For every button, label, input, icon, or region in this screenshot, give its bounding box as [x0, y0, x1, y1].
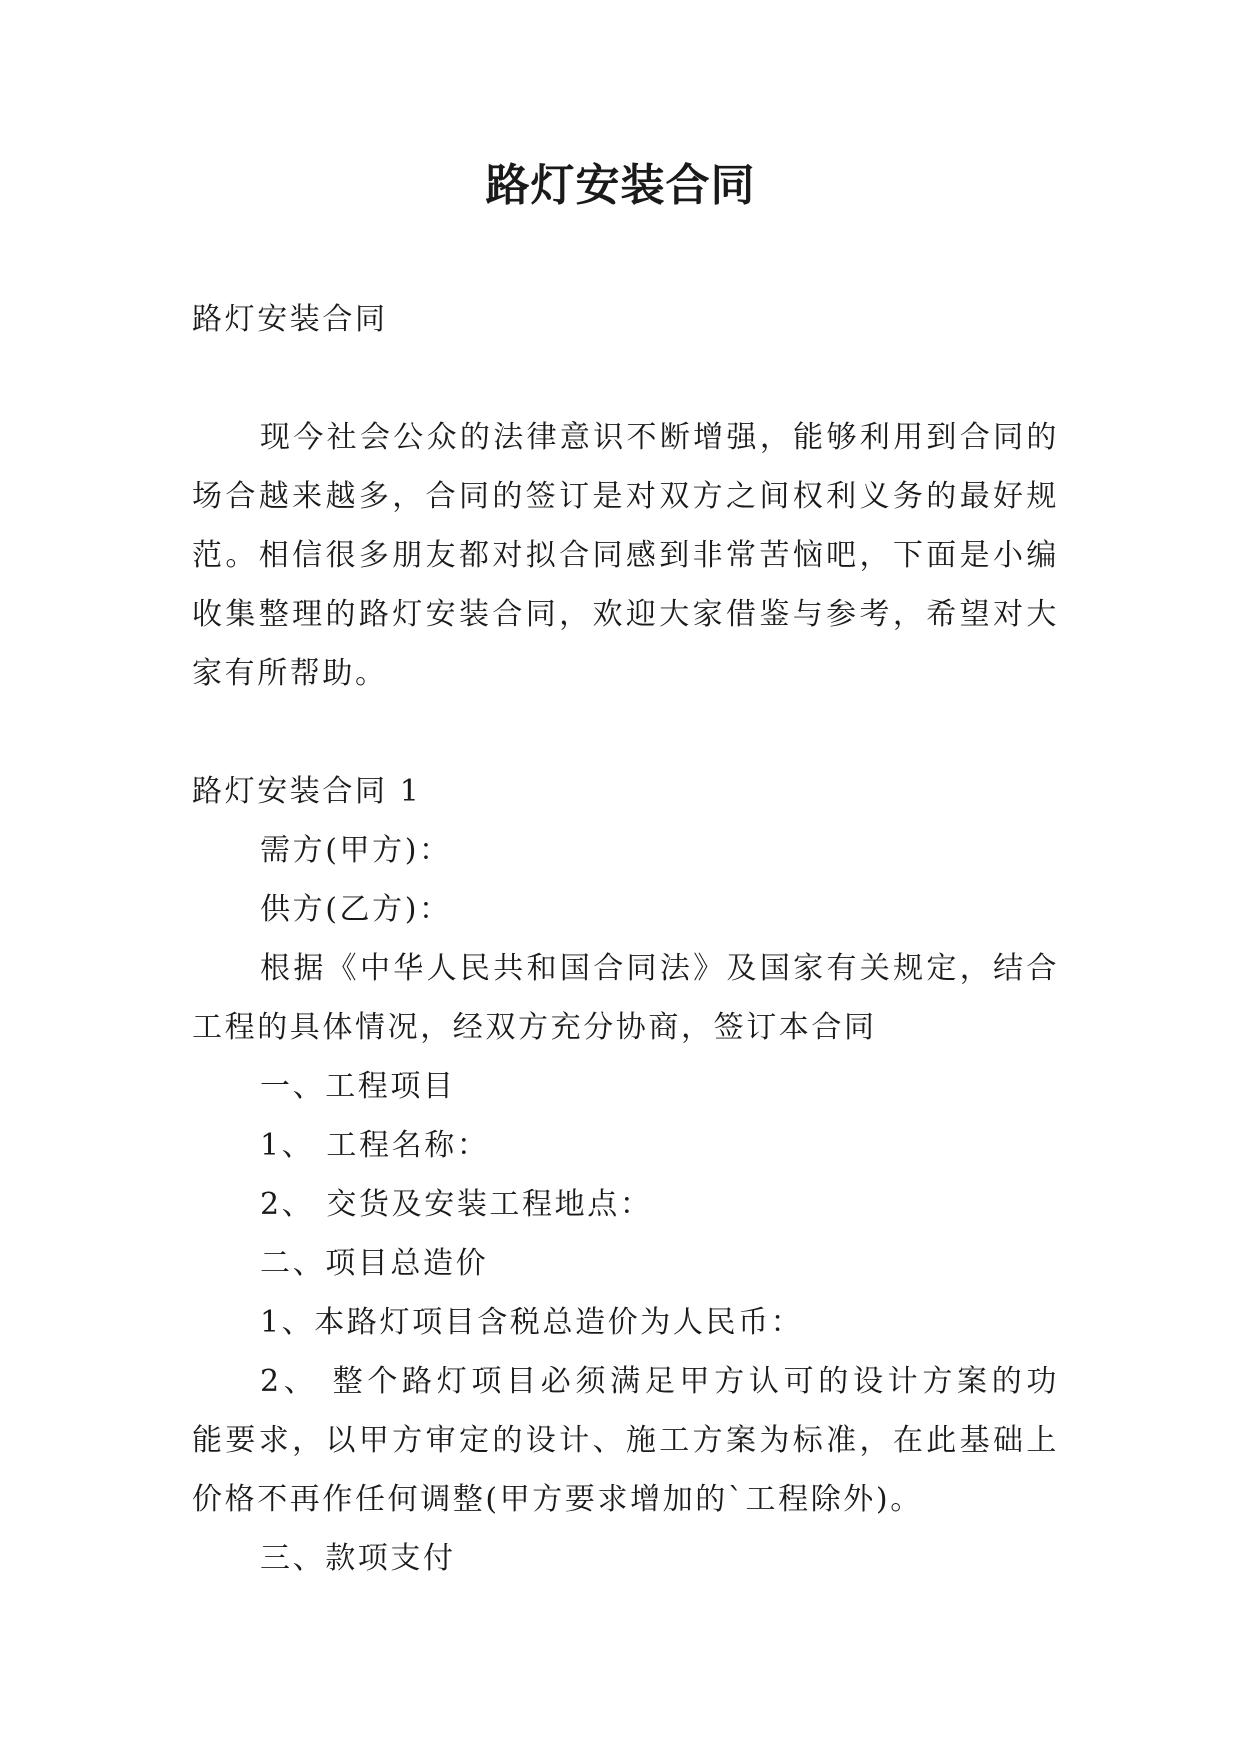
clause-item-line: 价格不再作任何调整(甲方要求增加的`工程除外)。	[192, 1482, 923, 1517]
document-subtitle: 路灯安装合同	[192, 302, 388, 337]
party-a-label: 需方(甲方)：	[260, 833, 452, 868]
intro-line: 现今社会公众的法律意识不断增强，能够利用到合同的	[260, 420, 1059, 455]
blank-line	[192, 349, 1059, 408]
clause-item: 2、 交货及安装工程地点：	[260, 1187, 653, 1222]
party-b-label: 供方(乙方)：	[260, 892, 452, 927]
intro-line: 收集整理的路灯安装合同，欢迎大家借鉴与参考，希望对大	[192, 597, 1059, 632]
contract-heading: 路灯安装合同 1	[192, 774, 422, 809]
clause-item-line: 2、 整个路灯项目必须满足甲方认可的设计方案的功	[260, 1364, 1059, 1399]
section-heading-payment: 三、款项支付	[260, 1541, 456, 1576]
section-heading-price: 二、项目总造价	[260, 1246, 489, 1281]
intro-line: 场合越来越多，合同的签订是对双方之间权利义务的最好规	[192, 479, 1059, 514]
intro-line: 家有所帮助。	[192, 656, 388, 691]
clause-item-line: 能要求，以甲方审定的设计、施工方案为标准，在此基础上	[192, 1423, 1059, 1458]
document-body	[192, 290, 1059, 1588]
section-heading-project: 一、工程项目	[260, 1069, 456, 1104]
preamble-line: 工程的具体情况，经双方充分协商，签订本合同	[192, 1010, 877, 1045]
preamble-line: 根据《中华人民共和国合同法》及国家有关规定，结合	[260, 951, 1059, 986]
clause-item: 1、 工程名称：	[260, 1128, 490, 1163]
intro-line: 范。相信很多朋友都对拟合同感到非常苦恼吧，下面是小编	[192, 538, 1059, 573]
document-title: 路灯安装合同	[485, 160, 756, 211]
blank-line	[192, 703, 1059, 762]
clause-item: 1、本路灯项目含税总造价为人民币：	[260, 1305, 804, 1340]
